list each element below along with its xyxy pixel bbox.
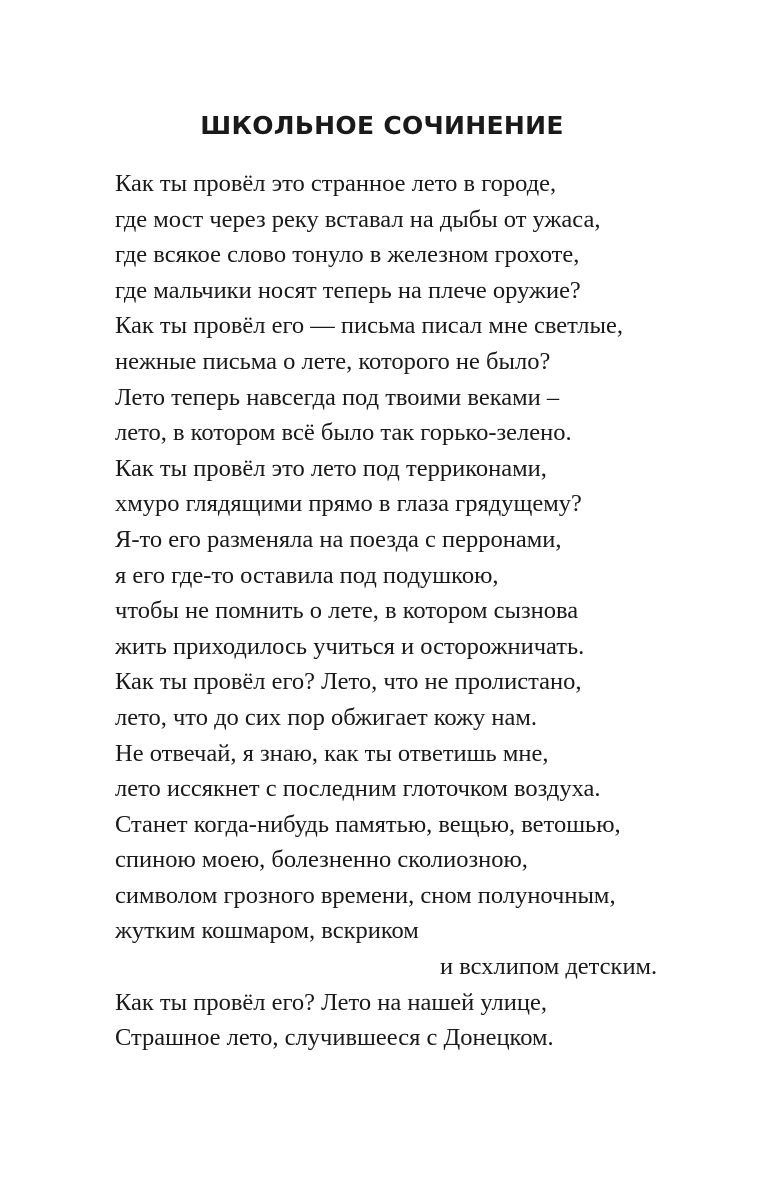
poem-line: Как ты провёл его? Лето на нашей улице, [115, 988, 547, 1016]
poem-line: Как ты провёл его — письма писал мне светлые, [115, 312, 623, 340]
poem-body [115, 166, 715, 1056]
poem-line: лето, в котором всё было так горько-зелено. [115, 419, 572, 447]
poem-line: Как ты провёл это лето под терриконами, [115, 454, 547, 482]
poem-line: где мальчики носят теперь на плече оружие? [115, 276, 581, 304]
poem-line: Станет когда-нибудь памятью, вещью, ветошью, [115, 810, 621, 838]
poem-line-indented: и всхлипом детским. [440, 953, 658, 981]
poem-line: чтобы не помнить о лете, в котором сызнова [115, 597, 579, 625]
poem-line: Не отвечай, я знаю, как ты ответишь мне, [115, 739, 549, 767]
poem-line: где мост через реку вставал на дыбы от ужаса, [115, 205, 601, 233]
poem-line: лето, что до сих пор обжигает кожу нам. [115, 703, 537, 731]
poem-line: где всякое слово тонуло в железном грохоте, [115, 241, 580, 269]
poem-line: Страшное лето, случившееся с Донецком. [115, 1024, 554, 1052]
poem-line: символом грозного времени, сном полуночным, [115, 881, 616, 909]
poem-line: лето иссякнет с последним глоточком воздуха. [115, 775, 601, 803]
poem-line: хмуро глядящими прямо в глаза грядущему? [115, 490, 582, 518]
poem-line: жить приходилось учиться и осторожничать. [115, 632, 585, 660]
poem-line: спиною моею, болезненно сколиозною, [115, 846, 528, 874]
poem-line: жутким кошмаром, вскриком [115, 917, 419, 945]
poem-title: ШКОЛЬНОЕ СОЧИНЕНИЕ [200, 111, 564, 140]
poem-line: Как ты провёл его? Лето, что не пролистано, [115, 668, 582, 696]
poem-line: Я-то его разменяла на поезда с перронами, [115, 525, 562, 553]
poem-line: я его где-то оставила под подушкою, [115, 561, 499, 589]
poem-line: Как ты провёл это странное лето в городе, [115, 170, 557, 197]
poem-line: нежные письма о лете, которого не было? [115, 347, 551, 375]
poem-line: Лето теперь навсегда под твоими веками – [115, 383, 560, 411]
